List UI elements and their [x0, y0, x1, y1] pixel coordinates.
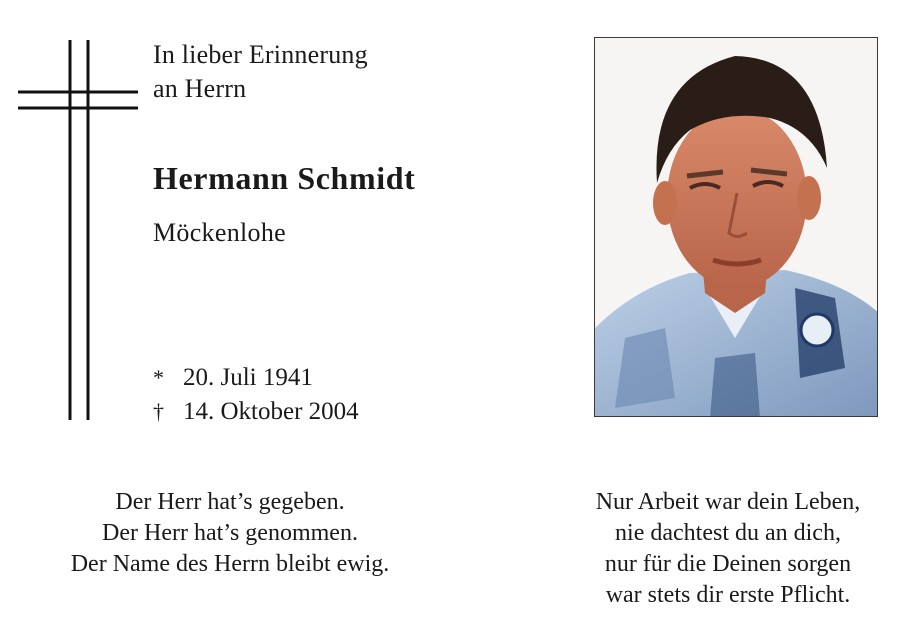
death-date-row: [153, 395, 359, 429]
verse-right-line: war stets dir erste Pflicht.: [605, 582, 851, 608]
life-dates: [153, 361, 359, 429]
verse-right-line: Nur Arbeit war dein Leben,: [595, 489, 861, 515]
death-date: 14. Oktober 2004: [183, 398, 359, 425]
deceased-place: Möckenlohe: [153, 218, 286, 247]
birth-date: 20. Juli 1941: [183, 364, 313, 391]
intro-line-2: an Herrn: [153, 74, 247, 103]
verse-right: [558, 487, 898, 611]
verse-left-line: Der Herr hat’s gegeben.: [115, 489, 345, 515]
verse-right-line: nie dachtest du an dich,: [615, 520, 841, 546]
verse-left-line: Der Name des Herrn bleibt ewig.: [70, 551, 390, 577]
portrait-photo: [594, 37, 878, 417]
cross-icon: [18, 40, 138, 420]
deceased-name: Hermann Schmidt: [153, 160, 416, 196]
verse-left-line: Der Herr hat’s genommen.: [102, 520, 358, 546]
birth-date-row: [153, 361, 359, 395]
intro-line-1: In lieber Erinnerung: [153, 40, 368, 69]
birth-star-icon: *: [153, 365, 164, 390]
verse-right-line: nur für die Deinen sorgen: [604, 551, 852, 577]
verse-left: [15, 487, 445, 580]
intro-text: [153, 38, 368, 106]
death-dagger-icon: †: [153, 399, 164, 424]
